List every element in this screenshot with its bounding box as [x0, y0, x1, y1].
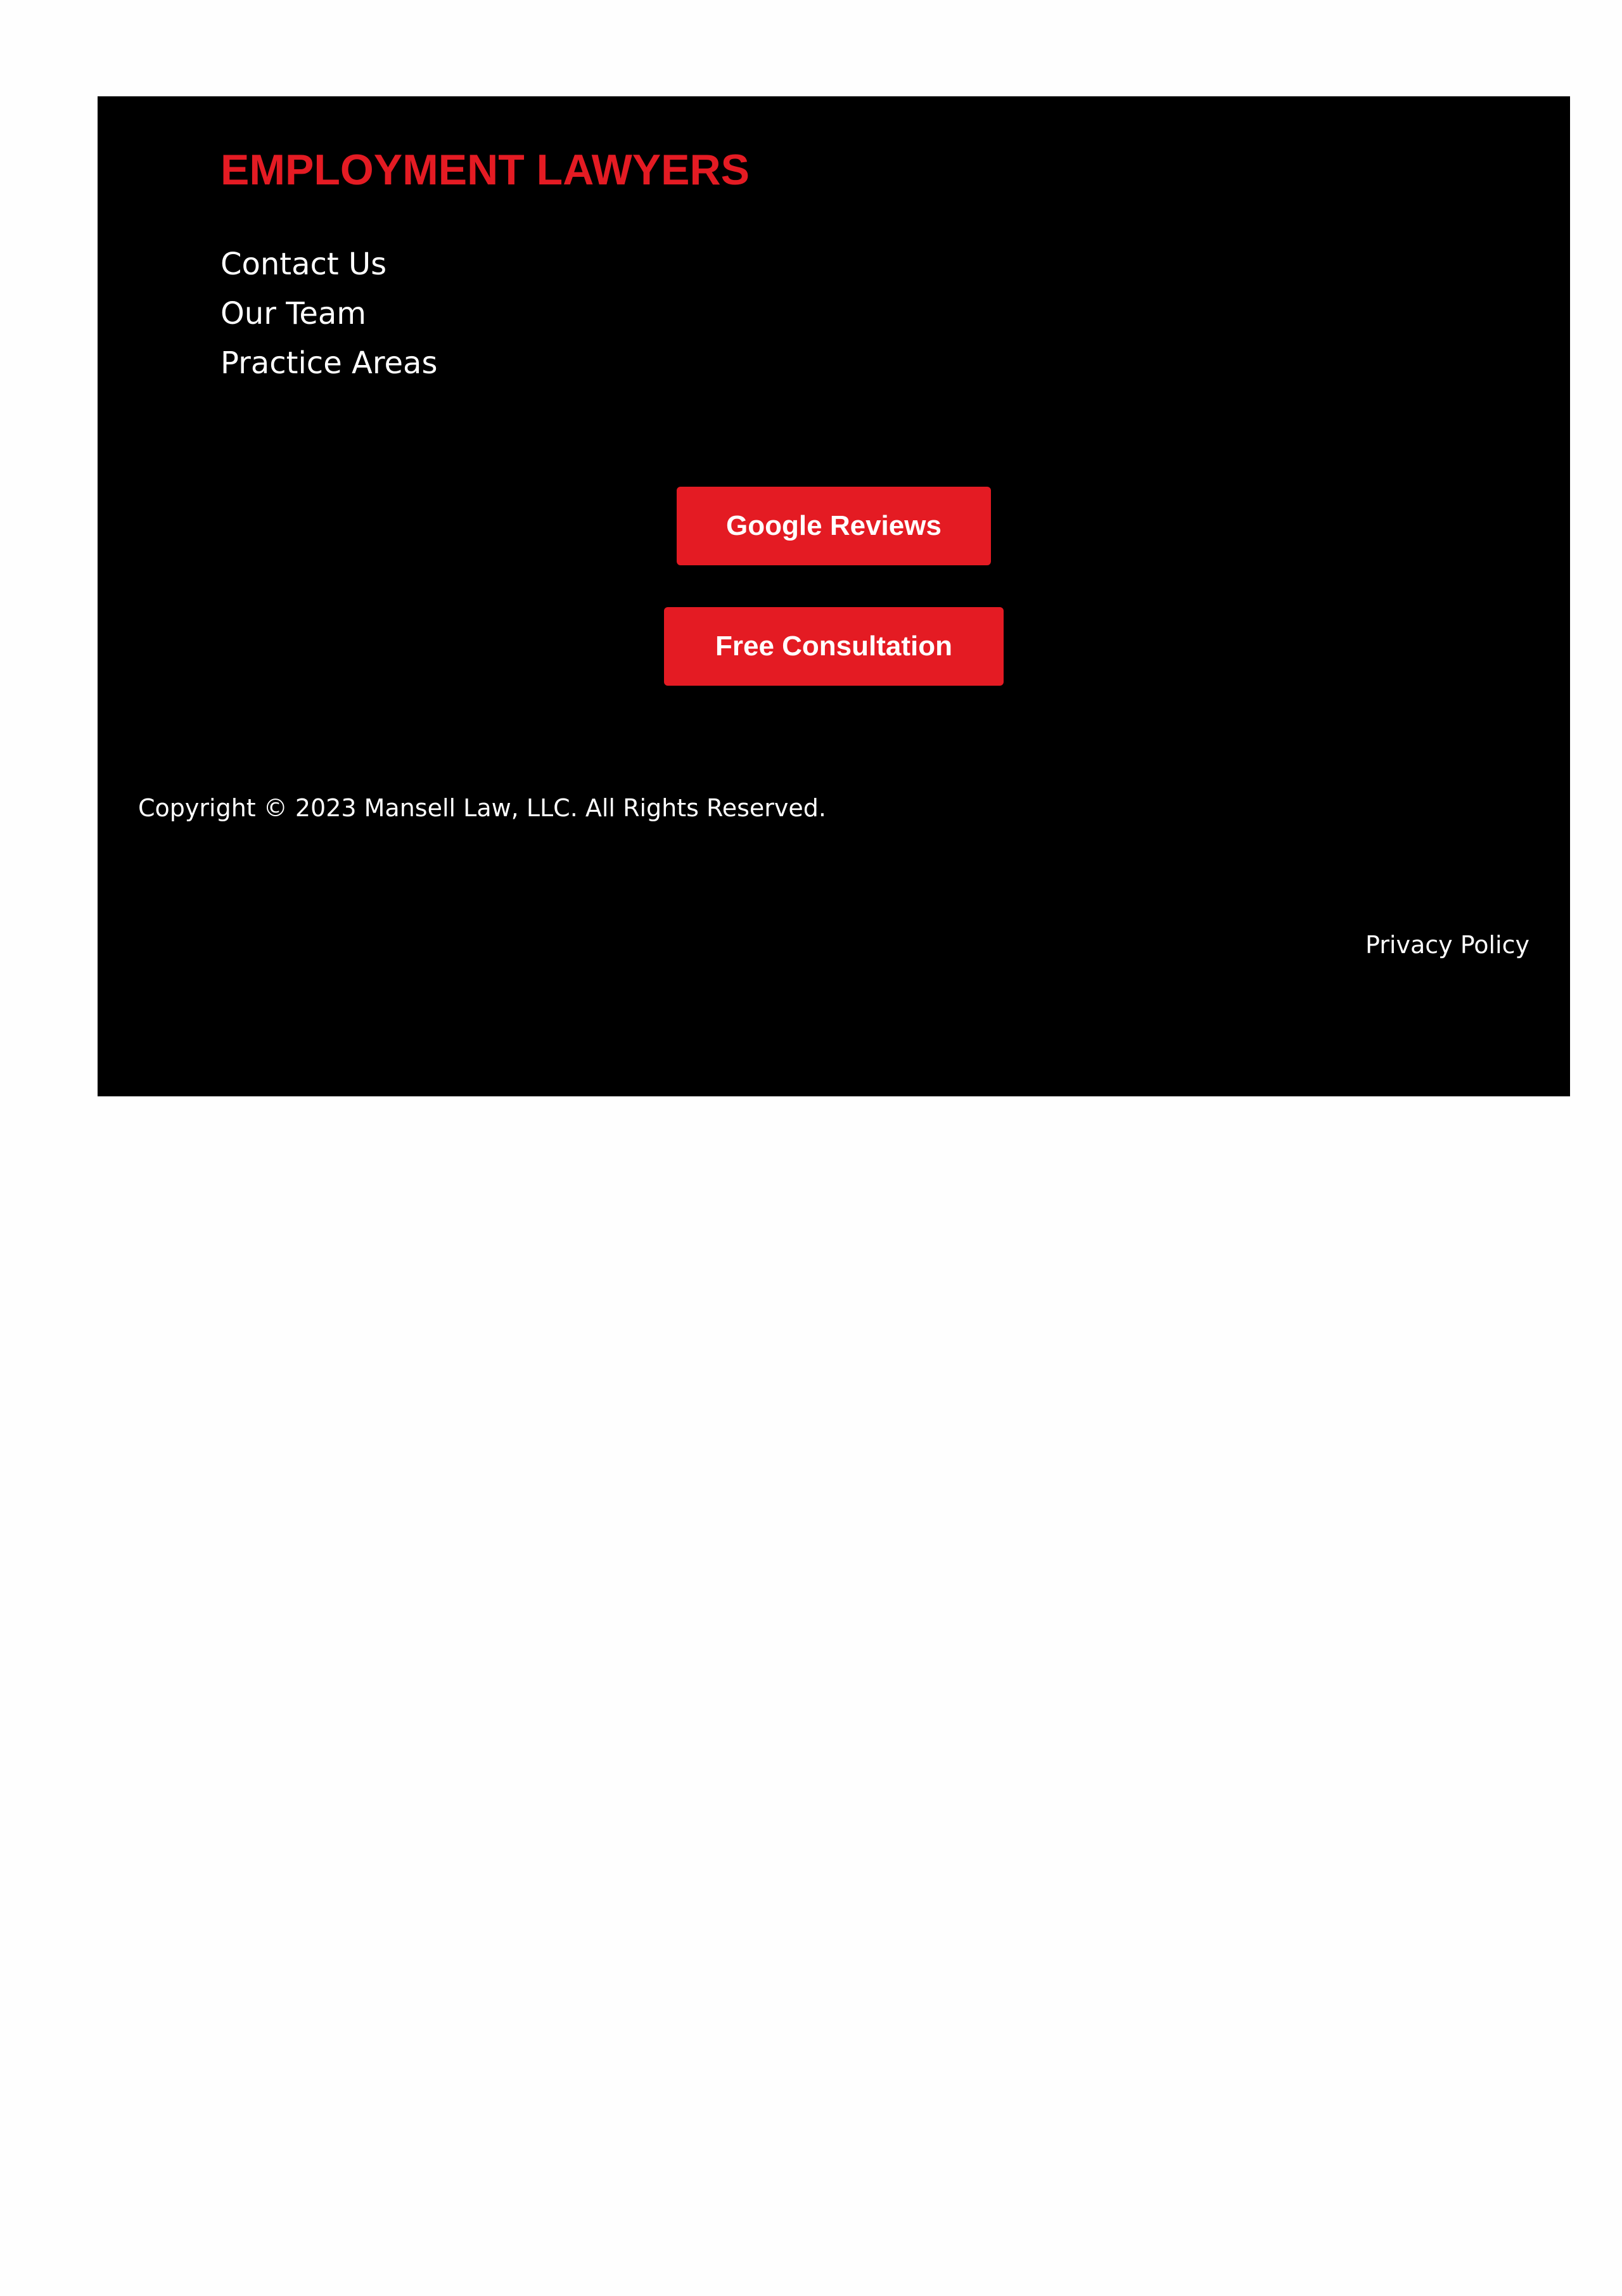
google-reviews-button[interactable]: Google Reviews [677, 487, 991, 565]
privacy-policy-link[interactable]: Privacy Policy [1365, 931, 1529, 959]
footer-heading: EMPLOYMENT LAWYERS [220, 146, 750, 194]
footer-nav-item [220, 338, 437, 388]
site-footer [98, 96, 1570, 1096]
footer-nav-item [220, 289, 437, 338]
footer-nav-item [220, 240, 437, 289]
free-consultation-button[interactable]: Free Consultation [664, 607, 1004, 686]
practice-areas-link[interactable]: Practice Areas [220, 345, 438, 381]
footer-nav [220, 240, 437, 388]
copyright-text: Copyright © 2023 Mansell Law, LLC. All Rights Reserved. [138, 794, 826, 822]
contact-us-link[interactable]: Contact Us [220, 247, 387, 282]
our-team-link[interactable]: Our Team [220, 296, 367, 331]
